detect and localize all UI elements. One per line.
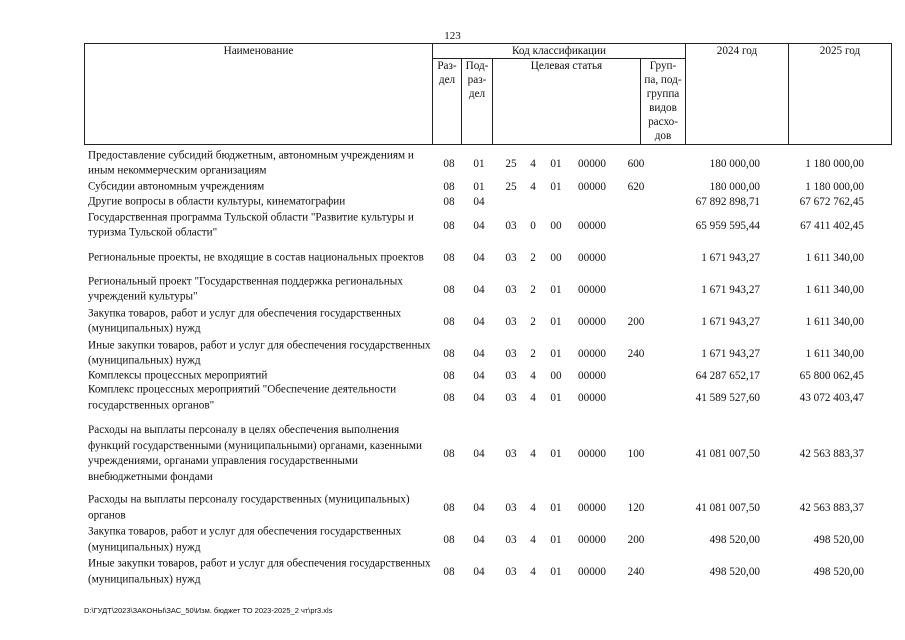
cell-v2025: 1 611 340,00	[805, 251, 864, 264]
cell-b: 4	[530, 502, 536, 514]
cell-razdel: 08	[443, 283, 455, 296]
row-name: Расходы на выплаты персоналу в целях обеспечения выполнения функций государственными (муниципальными) органами, казенными учреждениями, органами управления государственными внебюджетными фондами	[88, 424, 422, 483]
row-name: Региональный проект "Государственная поддержка региональных учреждений культуры"	[88, 275, 403, 303]
cell-b: 2	[530, 347, 536, 360]
cell-b: 4	[530, 534, 536, 546]
cell-c: 01	[550, 181, 562, 193]
cell-c: 00	[550, 219, 562, 232]
cell-v2024: 498 520,00	[709, 534, 760, 546]
cell-d: 00000	[578, 347, 606, 360]
cell-podrazdel: 04	[473, 369, 485, 382]
cell-a: 03	[505, 392, 517, 404]
cell-v2025: 65 800 062,45	[799, 369, 864, 382]
cell-b: 4	[530, 448, 536, 460]
cell-v2024: 64 287 652,17	[695, 369, 760, 382]
cell-v2024: 41 081 007,50	[695, 502, 760, 514]
cell-v2025: 43 072 403,47	[799, 392, 864, 404]
cell-b: 4	[530, 157, 536, 170]
cell-razdel: 08	[443, 251, 455, 264]
cell-b: 2	[530, 283, 536, 296]
cell-a: 03	[505, 566, 517, 578]
file-path: D:\ГУДТ\2023\ЗАКОНЫ\ЗАС_50\Изм. бюджет ТО 2023-2025_2 чт\pr3.xls	[84, 606, 333, 615]
cell-razdel: 08	[443, 195, 455, 208]
cell-d: 00000	[578, 534, 606, 546]
row-name: Субсидии автономным учреждениям	[88, 180, 265, 193]
cell-v2025: 42 563 883,37	[799, 502, 864, 514]
cell-b: 0	[530, 219, 536, 232]
table-row	[0, 382, 905, 414]
table-row	[0, 338, 905, 369]
cell-c: 01	[550, 392, 562, 404]
cell-c: 01	[550, 157, 562, 170]
cell-razdel: 08	[443, 157, 455, 170]
cell-a: 03	[505, 369, 517, 382]
cell-c: 01	[550, 315, 562, 328]
cell-d: 00000	[578, 315, 606, 328]
cell-podrazdel: 04	[473, 315, 485, 328]
cell-b: 4	[530, 566, 536, 578]
cell-razdel: 08	[443, 566, 455, 578]
cell-v2025: 1 180 000,00	[805, 157, 864, 170]
cell-v2024: 1 671 943,27	[701, 315, 760, 328]
row-name: Комплексы процессных мероприятий	[88, 368, 268, 381]
cell-a: 25	[505, 157, 517, 170]
row-name: Иные закупки товаров, работ и услуг для обеспечения государственных (муниципальных) нужд	[88, 557, 431, 585]
cell-d: 00000	[578, 157, 606, 170]
cell-a: 03	[505, 502, 517, 514]
cell-v2024: 1 671 943,27	[701, 347, 760, 360]
cell-a: 25	[505, 181, 517, 193]
cell-c: 01	[550, 566, 562, 578]
cell-a: 03	[505, 448, 517, 460]
cell-podrazdel: 04	[473, 251, 485, 264]
cell-podrazdel: 04	[473, 347, 485, 360]
cell-v2024: 1 671 943,27	[701, 251, 760, 264]
table-row	[0, 274, 905, 305]
table-row	[0, 180, 905, 194]
cell-a: 03	[505, 251, 517, 264]
cell-a: 03	[505, 347, 517, 360]
cell-d: 00000	[578, 251, 606, 264]
cell-c: 01	[550, 534, 562, 546]
row-name: Расходы на выплаты персоналу государственных (муниципальных) органов	[88, 493, 410, 521]
table-row	[0, 306, 905, 337]
cell-podrazdel: 04	[473, 502, 485, 514]
table-row	[0, 556, 905, 588]
cell-group: 200	[627, 315, 645, 328]
row-name: Предоставление субсидий бюджетным, автономным учреждениям и иным некоммерческим организациям	[88, 149, 414, 177]
header-name: Наименование	[85, 44, 433, 145]
cell-d: 00000	[578, 392, 606, 404]
cell-b: 2	[530, 251, 536, 264]
cell-podrazdel: 04	[473, 534, 485, 546]
cell-razdel: 08	[443, 502, 455, 514]
cell-v2024: 41 589 527,60	[695, 392, 760, 404]
cell-c: 00	[550, 251, 562, 264]
cell-podrazdel: 04	[473, 448, 485, 460]
cell-v2025: 498 520,00	[813, 534, 864, 546]
cell-v2024: 41 081 007,50	[695, 448, 760, 460]
cell-d: 00000	[578, 502, 606, 514]
cell-d: 00000	[578, 219, 606, 232]
cell-razdel: 08	[443, 369, 455, 382]
header-target: Целевая статья	[493, 59, 641, 145]
cell-b: 4	[530, 392, 536, 404]
cell-v2024: 1 671 943,27	[701, 283, 760, 296]
cell-v2025: 498 520,00	[813, 566, 864, 578]
cell-razdel: 08	[443, 534, 455, 546]
cell-razdel: 08	[443, 315, 455, 328]
cell-podrazdel: 04	[473, 219, 485, 232]
table-row	[0, 194, 905, 209]
header-razdel: Раз- дел	[433, 59, 462, 145]
cell-razdel: 08	[443, 347, 455, 360]
cell-b: 4	[530, 369, 536, 382]
cell-v2025: 1 611 340,00	[805, 347, 864, 360]
cell-c: 01	[550, 502, 562, 514]
row-name: Государственная программа Тульской области "Развитие культуры и туризма Тульской области"	[88, 211, 414, 239]
cell-d: 00000	[578, 566, 606, 578]
cell-c: 00	[550, 369, 562, 382]
cell-group: 100	[627, 448, 645, 460]
cell-v2025: 1 180 000,00	[805, 181, 864, 193]
table-row	[0, 210, 905, 241]
cell-a: 03	[505, 219, 517, 232]
cell-group: 120	[627, 502, 645, 514]
cell-v2025: 67 411 402,45	[800, 219, 864, 232]
row-name: Закупка товаров, работ и услуг для обеспечения государственных (муниципальных) нужд	[88, 307, 402, 335]
header-podrazdel: Под- раз- дел	[462, 59, 493, 145]
cell-podrazdel: 01	[473, 157, 485, 170]
cell-c: 01	[550, 283, 562, 296]
cell-d: 00000	[578, 181, 606, 193]
cell-group: 600	[627, 157, 645, 170]
cell-podrazdel: 04	[473, 283, 485, 296]
cell-a: 03	[505, 283, 517, 296]
cell-group: 240	[627, 566, 645, 578]
table-row	[0, 492, 905, 524]
cell-razdel: 08	[443, 392, 455, 404]
cell-d: 00000	[578, 448, 606, 460]
table-row	[0, 420, 905, 488]
cell-b: 2	[530, 315, 536, 328]
header-2025: 2025 год	[789, 44, 892, 145]
page-number: 123	[444, 30, 461, 42]
cell-v2024: 65 959 595,44	[695, 219, 760, 232]
cell-razdel: 08	[443, 181, 455, 193]
cell-b: 4	[530, 181, 536, 193]
table-row	[0, 242, 905, 273]
cell-podrazdel: 04	[473, 566, 485, 578]
cell-d: 00000	[578, 369, 606, 382]
cell-razdel: 08	[443, 448, 455, 460]
cell-podrazdel: 04	[473, 392, 485, 404]
cell-d: 00000	[578, 283, 606, 296]
cell-v2025: 67 672 762,45	[799, 195, 864, 208]
header-2024: 2024 год	[686, 44, 789, 145]
cell-v2024: 180 000,00	[709, 181, 760, 193]
cell-a: 03	[505, 534, 517, 546]
cell-c: 01	[550, 347, 562, 360]
cell-v2025: 42 563 883,37	[799, 448, 864, 460]
table-row	[0, 368, 905, 383]
row-name: Иные закупки товаров, работ и услуг для обеспечения государственных (муниципальных) нужд	[88, 339, 431, 367]
cell-c: 01	[550, 448, 562, 460]
cell-v2024: 498 520,00	[709, 566, 760, 578]
table-row	[0, 524, 905, 556]
cell-group: 200	[627, 534, 645, 546]
cell-razdel: 08	[443, 219, 455, 232]
cell-v2025: 1 611 340,00	[805, 315, 864, 328]
row-name: Комплекс процессных мероприятий "Обеспечение деятельности государственных органов"	[88, 383, 397, 411]
header-group: Груп- па, под- группа видов расхо- дов	[641, 59, 686, 145]
cell-group: 620	[627, 181, 645, 193]
row-name: Региональные проекты, не входящие в состав национальных проектов	[88, 250, 424, 263]
header-code: Код классификации	[433, 44, 686, 59]
row-name: Закупка товаров, работ и услуг для обеспечения государственных (муниципальных) нужд	[88, 525, 402, 553]
cell-podrazdel: 01	[473, 181, 485, 193]
cell-podrazdel: 04	[473, 195, 485, 208]
cell-v2024: 67 892 898,71	[695, 195, 760, 208]
row-name: Другие вопросы в области культуры, кинематографии	[88, 194, 346, 207]
cell-v2024: 180 000,00	[709, 157, 760, 170]
cell-group: 240	[627, 347, 645, 360]
cell-v2025: 1 611 340,00	[805, 283, 864, 296]
cell-a: 03	[505, 315, 517, 328]
table-row	[0, 147, 905, 180]
